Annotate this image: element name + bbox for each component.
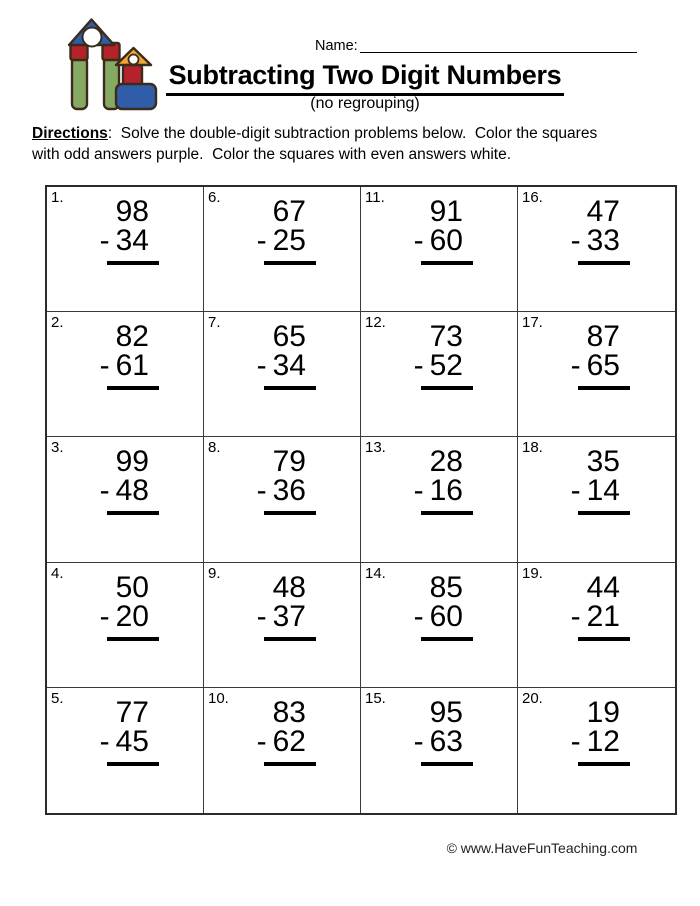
subtraction-problem bbox=[556, 570, 620, 641]
name-label: Name: bbox=[315, 38, 358, 54]
problem-cell bbox=[204, 187, 361, 312]
answer-line bbox=[107, 511, 159, 515]
minus-sign: - bbox=[256, 224, 267, 257]
minuend: 50 bbox=[115, 570, 149, 604]
subtrahend-row bbox=[556, 349, 620, 383]
subtrahend-row bbox=[85, 474, 149, 508]
answer-line bbox=[578, 386, 630, 390]
problem-number: 8. bbox=[208, 439, 221, 457]
subtraction-problem bbox=[85, 322, 149, 390]
answer-line bbox=[107, 386, 159, 390]
problem-number: 6. bbox=[208, 189, 221, 206]
minus-sign: - bbox=[256, 474, 267, 508]
subtraction-problem bbox=[242, 322, 306, 390]
answer-line bbox=[264, 637, 316, 641]
page-subtitle: (no regrouping) bbox=[310, 95, 420, 112]
answer-line bbox=[421, 637, 473, 641]
problem-cell bbox=[518, 688, 675, 813]
problem-number: 16. bbox=[522, 189, 543, 206]
problem-cell bbox=[361, 437, 518, 562]
page-title: Subtracting Two Digit Numbers bbox=[166, 60, 565, 96]
minuend: 79 bbox=[272, 445, 306, 479]
subtrahend: 61 bbox=[115, 349, 149, 383]
subtrahend-row bbox=[242, 349, 306, 383]
problem-cell bbox=[204, 437, 361, 562]
minuend: 44 bbox=[586, 570, 620, 604]
subtraction-problem bbox=[556, 322, 620, 390]
answer-line bbox=[264, 762, 316, 766]
minuend: 95 bbox=[429, 695, 463, 729]
subtrahend-row bbox=[242, 226, 306, 255]
minuend: 87 bbox=[586, 320, 620, 354]
subtrahend: 34 bbox=[272, 349, 306, 383]
subtrahend-row bbox=[85, 226, 149, 255]
subtraction-problem bbox=[556, 695, 620, 766]
minuend: 19 bbox=[586, 695, 620, 729]
building-blocks-logo bbox=[55, 13, 162, 118]
problem-number: 20. bbox=[522, 689, 543, 707]
problem-cell bbox=[204, 312, 361, 437]
subtrahend-row bbox=[85, 724, 149, 758]
minus-sign: - bbox=[99, 224, 110, 257]
subtrahend-row bbox=[85, 599, 149, 633]
minuend: 85 bbox=[429, 570, 463, 604]
minuend: 67 bbox=[272, 195, 306, 228]
subtrahend-row bbox=[556, 474, 620, 508]
subtrahend-row bbox=[556, 599, 620, 633]
problem-number: 18. bbox=[522, 439, 543, 457]
minus-sign: - bbox=[570, 599, 581, 633]
subtrahend: 62 bbox=[272, 724, 306, 758]
answer-line bbox=[264, 261, 316, 265]
subtrahend: 65 bbox=[586, 349, 620, 383]
minuend: 35 bbox=[586, 445, 620, 479]
problem-number: 4. bbox=[51, 564, 64, 582]
minus-sign: - bbox=[570, 724, 581, 758]
minuend: 82 bbox=[115, 320, 149, 354]
subtraction-problem bbox=[85, 695, 149, 766]
minuend: 65 bbox=[272, 320, 306, 354]
subtrahend-row bbox=[399, 349, 463, 383]
subtraction-problem bbox=[399, 570, 463, 641]
problem-number: 7. bbox=[208, 314, 221, 332]
minus-sign: - bbox=[99, 349, 110, 383]
name-blank-line bbox=[360, 33, 637, 53]
minuend: 77 bbox=[115, 695, 149, 729]
subtrahend-row bbox=[399, 474, 463, 508]
subtrahend: 16 bbox=[429, 474, 463, 508]
problem-number: 10. bbox=[208, 689, 229, 707]
minus-sign: - bbox=[256, 724, 267, 758]
problem-cell bbox=[361, 563, 518, 688]
problem-cell bbox=[361, 187, 518, 312]
minus-sign: - bbox=[413, 349, 424, 383]
subtrahend: 45 bbox=[115, 724, 149, 758]
problem-number: 17. bbox=[522, 314, 543, 332]
minuend: 28 bbox=[429, 445, 463, 479]
minus-sign: - bbox=[99, 474, 110, 508]
problem-cell bbox=[204, 563, 361, 688]
minus-sign: - bbox=[413, 224, 424, 257]
problem-number: 2. bbox=[51, 314, 64, 332]
problem-cell bbox=[47, 563, 204, 688]
subtraction-problem bbox=[399, 197, 463, 265]
minus-sign: - bbox=[99, 599, 110, 633]
subtrahend: 12 bbox=[586, 724, 620, 758]
problem-number: 11. bbox=[365, 189, 385, 206]
answer-line bbox=[421, 511, 473, 515]
subtraction-problem bbox=[242, 447, 306, 515]
subtrahend-row bbox=[85, 349, 149, 383]
subtrahend-row bbox=[242, 724, 306, 758]
subtrahend: 20 bbox=[115, 599, 149, 633]
problem-number: 13. bbox=[365, 439, 386, 457]
subtraction-problem bbox=[556, 447, 620, 515]
subtrahend: 36 bbox=[272, 474, 306, 508]
problem-cell bbox=[518, 187, 675, 312]
subtrahend: 34 bbox=[115, 224, 149, 257]
minus-sign: - bbox=[256, 349, 267, 383]
answer-line bbox=[264, 511, 316, 515]
answer-line bbox=[107, 762, 159, 766]
minus-sign: - bbox=[413, 724, 424, 758]
problem-number: 12. bbox=[365, 314, 386, 332]
problem-number: 14. bbox=[365, 564, 386, 582]
subtrahend-row bbox=[399, 599, 463, 633]
subtraction-problem bbox=[85, 197, 149, 265]
minuend: 98 bbox=[115, 195, 149, 228]
subtrahend: 60 bbox=[429, 224, 463, 257]
subtraction-problem bbox=[242, 695, 306, 766]
problem-cell bbox=[204, 688, 361, 813]
problem-number: 5. bbox=[51, 689, 64, 707]
minus-sign: - bbox=[570, 349, 581, 383]
subtrahend: 25 bbox=[272, 224, 306, 257]
problem-cell bbox=[47, 688, 204, 813]
subtrahend: 33 bbox=[586, 224, 620, 257]
directions-label: Directions bbox=[32, 125, 108, 142]
subtraction-problem bbox=[85, 447, 149, 515]
subtrahend-row bbox=[242, 474, 306, 508]
answer-line bbox=[578, 261, 630, 265]
answer-line bbox=[578, 511, 630, 515]
minuend: 99 bbox=[115, 445, 149, 479]
subtraction-problem bbox=[399, 322, 463, 390]
directions-separator: : bbox=[107, 125, 121, 142]
problem-cell bbox=[47, 187, 204, 312]
subtraction-problem bbox=[85, 570, 149, 641]
problem-number: 19. bbox=[522, 564, 543, 582]
problem-cell bbox=[47, 437, 204, 562]
subtrahend: 63 bbox=[429, 724, 463, 758]
minus-sign: - bbox=[413, 599, 424, 633]
answer-line bbox=[578, 637, 630, 641]
minuend: 48 bbox=[272, 570, 306, 604]
directions-line1: Solve the double-digit subtraction problems below. Color the squares bbox=[120, 125, 598, 142]
subtrahend: 52 bbox=[429, 349, 463, 383]
problem-cell bbox=[518, 312, 675, 437]
minuend: 73 bbox=[429, 320, 463, 354]
answer-line bbox=[578, 762, 630, 766]
building-blocks-logo-svg bbox=[55, 13, 162, 113]
minuend: 91 bbox=[429, 195, 463, 228]
problem-number: 3. bbox=[51, 439, 64, 457]
minus-sign: - bbox=[99, 724, 110, 758]
answer-line bbox=[421, 386, 473, 390]
subtraction-problem bbox=[242, 197, 306, 265]
answer-line bbox=[264, 386, 316, 390]
directions bbox=[32, 123, 672, 165]
subtraction-problem bbox=[399, 447, 463, 515]
subtrahend: 21 bbox=[586, 599, 620, 633]
subtrahend: 37 bbox=[272, 599, 306, 633]
subtraction-problem bbox=[399, 695, 463, 766]
problems-grid bbox=[45, 185, 677, 815]
problem-cell bbox=[518, 563, 675, 688]
minus-sign: - bbox=[413, 474, 424, 508]
subtrahend: 60 bbox=[429, 599, 463, 633]
directions-line2: with odd answers purple. Color the squares with even answers white. bbox=[32, 146, 512, 163]
problem-cell bbox=[518, 437, 675, 562]
subtrahend-row bbox=[399, 226, 463, 255]
minus-sign: - bbox=[570, 224, 581, 257]
minus-sign: - bbox=[570, 474, 581, 508]
subtrahend-row bbox=[556, 724, 620, 758]
problem-cell bbox=[361, 312, 518, 437]
subtrahend: 14 bbox=[586, 474, 620, 508]
minuend: 47 bbox=[586, 195, 620, 228]
answer-line bbox=[107, 637, 159, 641]
problem-number: 1. bbox=[51, 189, 64, 206]
subtrahend-row bbox=[242, 599, 306, 633]
answer-line bbox=[421, 762, 473, 766]
problem-cell bbox=[47, 312, 204, 437]
subtrahend: 48 bbox=[115, 474, 149, 508]
minuend: 83 bbox=[272, 695, 306, 729]
problem-number: 15. bbox=[365, 689, 386, 707]
answer-line bbox=[421, 261, 473, 265]
answer-line bbox=[107, 261, 159, 265]
problem-number: 9. bbox=[208, 564, 221, 582]
subtraction-problem bbox=[556, 197, 620, 265]
copyright-credit: © www.HaveFunTeaching.com bbox=[446, 840, 638, 856]
subtrahend-row bbox=[399, 724, 463, 758]
subtrahend-row bbox=[556, 226, 620, 255]
problem-cell bbox=[361, 688, 518, 813]
minus-sign: - bbox=[256, 599, 267, 633]
subtraction-problem bbox=[242, 570, 306, 641]
